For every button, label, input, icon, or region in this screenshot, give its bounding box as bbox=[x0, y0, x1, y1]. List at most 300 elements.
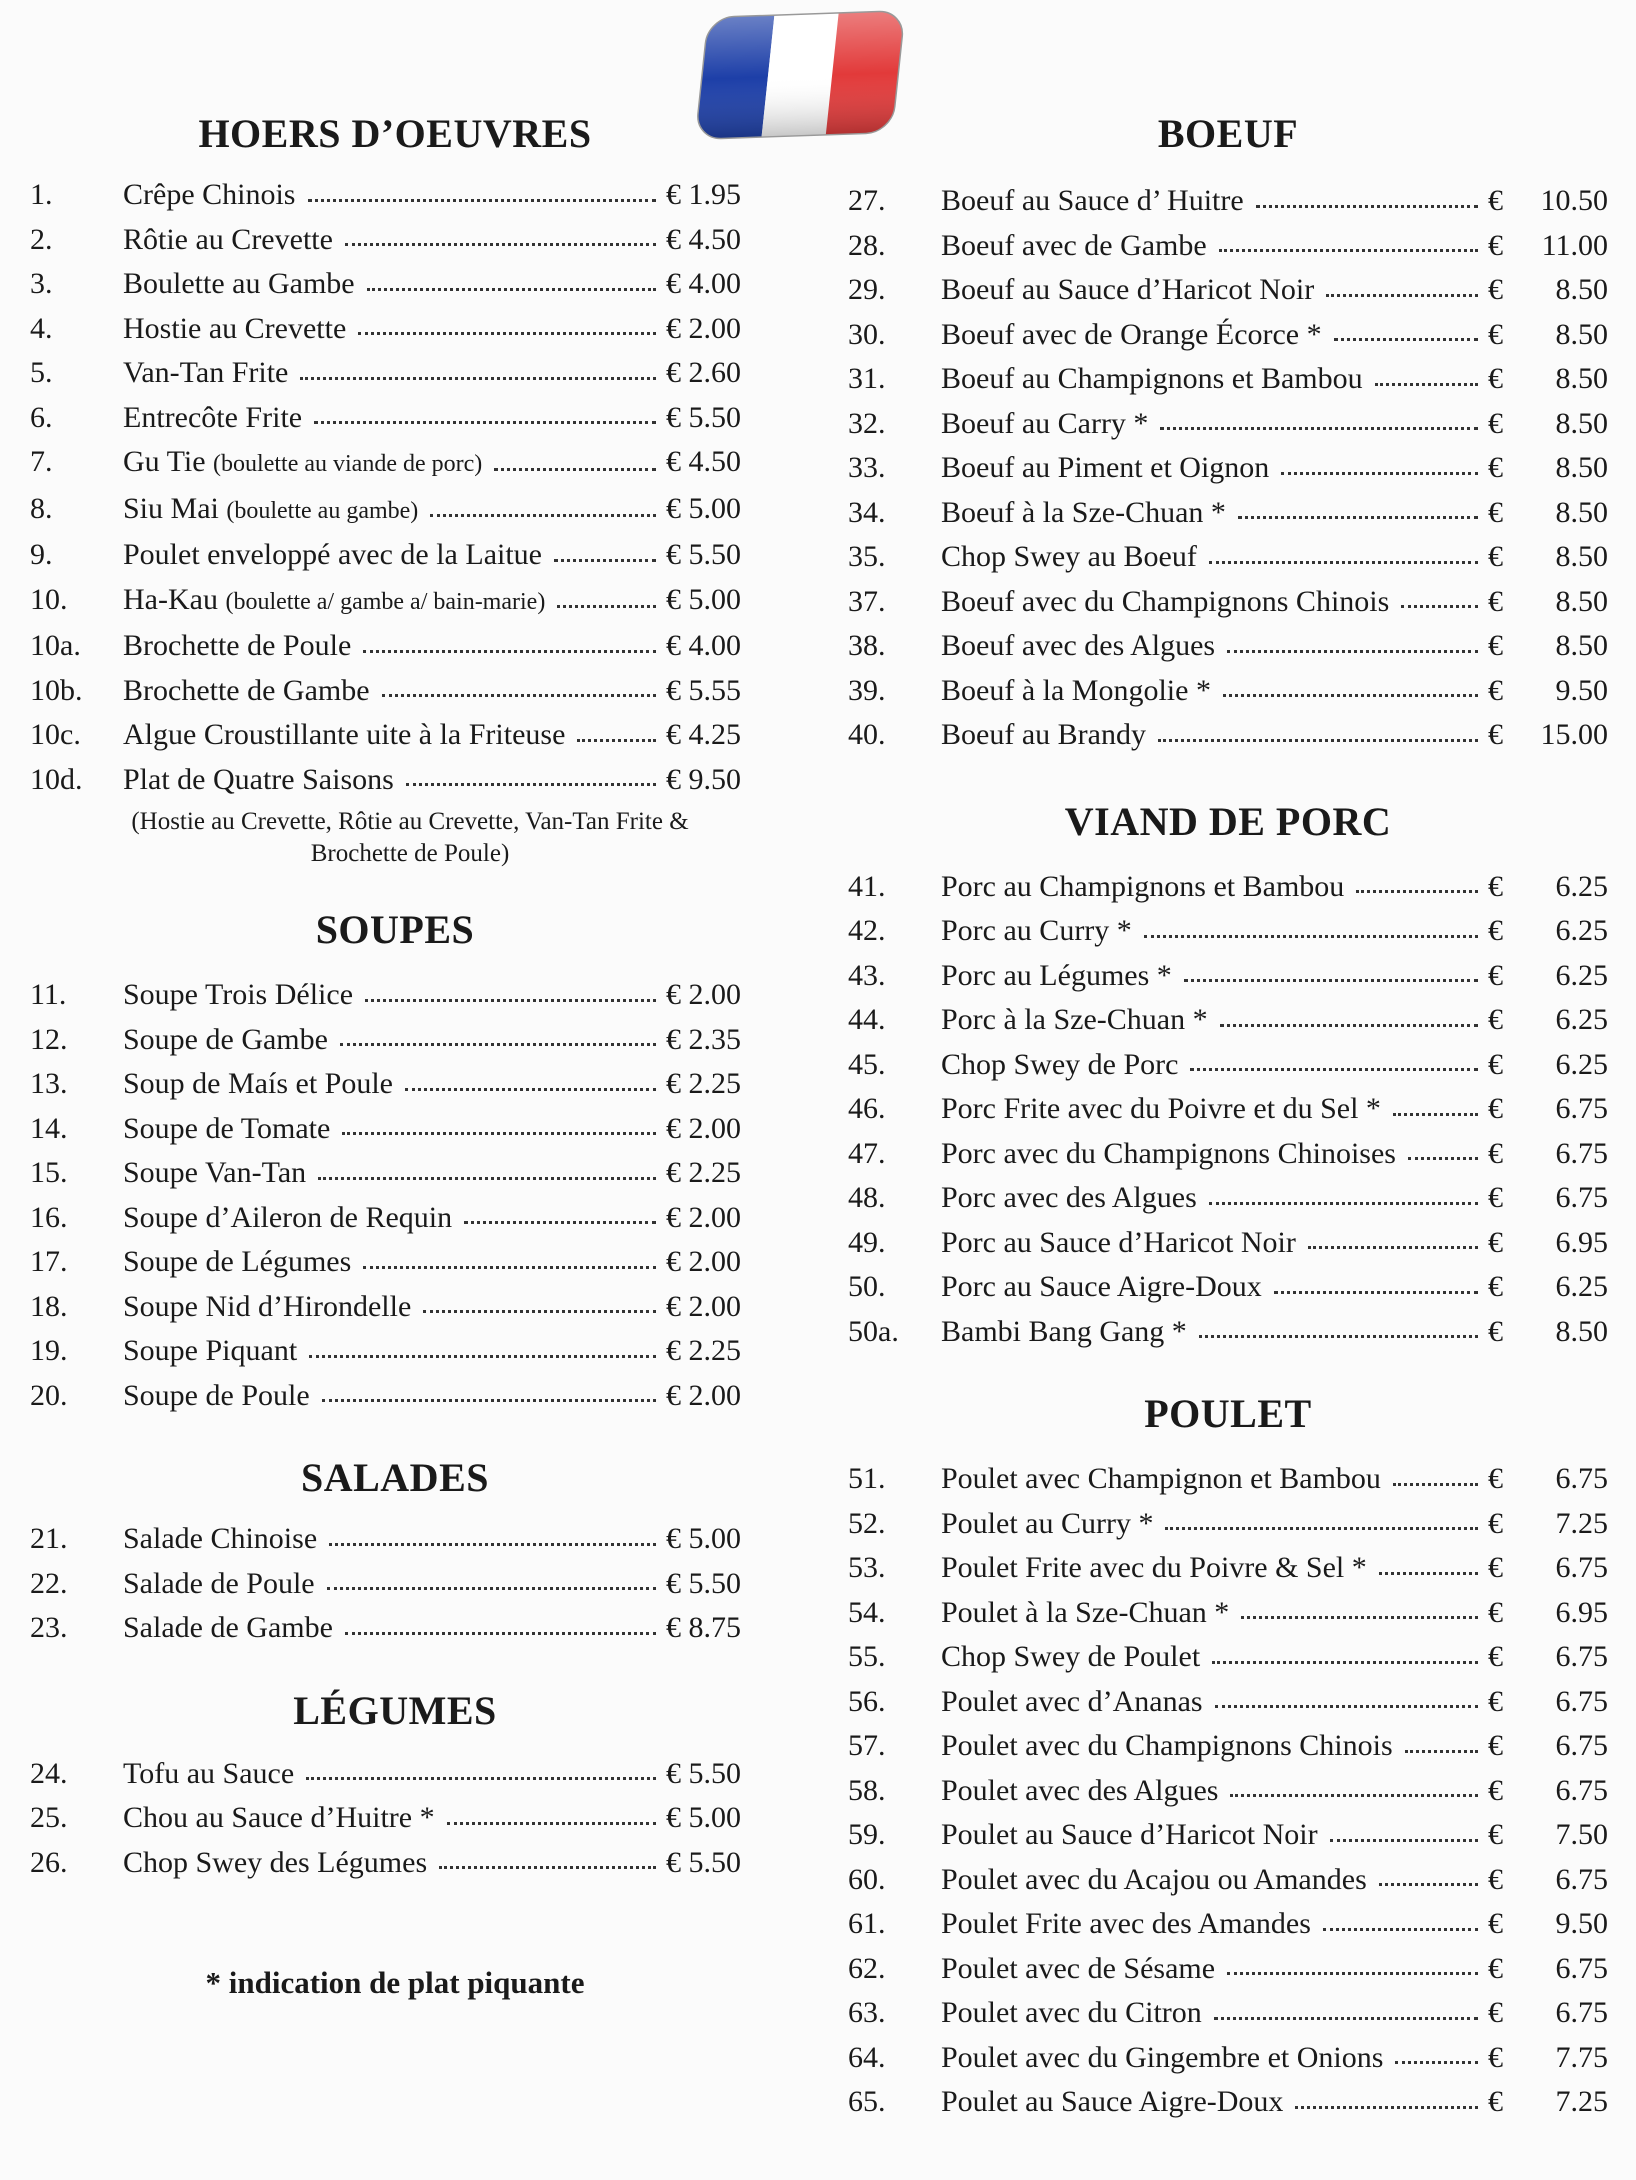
menu-item-price: € 2.00 bbox=[666, 978, 741, 1011]
menu-item-price: € 2.00 bbox=[666, 1289, 741, 1323]
menu-item-name bbox=[941, 491, 1234, 536]
menu-item-price: 6.75 bbox=[1555, 1684, 1608, 1718]
menu-item-name-text: Chop Swey de Porc bbox=[941, 1047, 1179, 1081]
menu-item-name-text: Poulet avec du Champignons Chinois bbox=[941, 1729, 1393, 1762]
menu-item-price: 8.50 bbox=[1555, 495, 1608, 529]
menu-item-name bbox=[941, 1310, 1195, 1355]
menu-item bbox=[30, 1796, 760, 1841]
menu-item-price: 6.95 bbox=[1555, 1225, 1608, 1259]
menu-item bbox=[30, 973, 760, 1018]
menu-item-price: 6.25 bbox=[1555, 869, 1608, 903]
menu-item-number: 37. bbox=[848, 584, 886, 618]
menu-item-price: 6.75 bbox=[1555, 1136, 1608, 1170]
menu-item-name-text: Salade Chinoise bbox=[123, 1522, 318, 1555]
dot-leader bbox=[1395, 2041, 1478, 2064]
menu-item bbox=[30, 1374, 760, 1419]
menu-item bbox=[848, 1724, 1608, 1769]
dot-leader bbox=[1220, 1004, 1478, 1027]
menu-item bbox=[30, 1752, 760, 1797]
dot-leader bbox=[1334, 318, 1478, 341]
menu-item-currency: € bbox=[1488, 2040, 1503, 2074]
menu-item-name bbox=[941, 954, 1180, 999]
dot-leader bbox=[1308, 1226, 1478, 1249]
menu-item-currency: € bbox=[1488, 317, 1503, 351]
menu-item-name-text: Soupe Trois Délice bbox=[123, 978, 354, 1011]
menu-item-price: 6.75 bbox=[1555, 1729, 1608, 1762]
menu-item-price: € 5.00 bbox=[666, 491, 741, 525]
menu-item-number: 25. bbox=[30, 1801, 68, 1834]
menu-item-price: € 5.50 bbox=[666, 538, 741, 571]
menu-item bbox=[30, 1285, 760, 1330]
dot-leader bbox=[1241, 1596, 1478, 1619]
right-column bbox=[848, 110, 1608, 2125]
menu-item-price: 6.75 bbox=[1555, 1181, 1608, 1214]
menu-item-price: 6.75 bbox=[1555, 1092, 1608, 1125]
menu-item-currency: € bbox=[1488, 1225, 1503, 1259]
menu-item-number: 21. bbox=[30, 1522, 68, 1555]
menu-item-name bbox=[941, 1724, 1401, 1769]
menu-item-name-text: Soupe de Légumes bbox=[123, 1245, 352, 1278]
dot-leader bbox=[322, 1379, 656, 1402]
dot-leader bbox=[358, 312, 656, 335]
menu-item-name bbox=[941, 179, 1252, 224]
dot-leader bbox=[577, 719, 656, 742]
dot-leader bbox=[405, 1068, 656, 1091]
menu-item-price: € 2.60 bbox=[666, 356, 741, 389]
menu-item-name bbox=[941, 624, 1223, 669]
menu-item-number: 31. bbox=[848, 362, 886, 395]
menu-item-name-text: Poulet avec de Sésame bbox=[941, 1951, 1216, 1985]
menu-item-number: 59. bbox=[848, 1818, 886, 1851]
menu-item-name-text: Soupe de Gambe bbox=[123, 1022, 328, 1056]
menu-item-description: (boulette au viande de porc) bbox=[213, 451, 483, 477]
dot-leader bbox=[1184, 959, 1478, 982]
menu-item-price: 6.75 bbox=[1555, 1640, 1608, 1673]
menu-item-currency: € bbox=[1488, 1729, 1503, 1762]
menu-item-price: 8.50 bbox=[1555, 629, 1608, 662]
menu-item-name-text: Ha-Kau bbox=[123, 582, 218, 616]
menu-item bbox=[848, 1947, 1608, 1992]
menu-item bbox=[30, 713, 760, 758]
menu-item-name bbox=[941, 1680, 1211, 1725]
menu-item-name bbox=[123, 307, 354, 352]
menu-item bbox=[30, 1196, 760, 1241]
menu-item-price: 7.25 bbox=[1555, 1506, 1608, 1540]
menu-item-name-text: Boeuf avec des Algues bbox=[941, 629, 1216, 662]
menu-item-name-text: Poulet Frite avec des Amandes bbox=[941, 1907, 1311, 1940]
menu-item-name-text: Poulet enveloppé avec de la Laitue bbox=[123, 538, 542, 571]
menu-item-price: 6.95 bbox=[1555, 1595, 1608, 1629]
menu-item-name bbox=[941, 1176, 1205, 1221]
menu-item-name-text: Chou au Sauce d’Huitre * bbox=[123, 1801, 435, 1834]
menu-item bbox=[30, 669, 760, 714]
menu-item-name-text: Soupe d’Aileron de Requin bbox=[123, 1200, 453, 1234]
menu-item-price: € 2.35 bbox=[666, 1022, 741, 1056]
dot-leader bbox=[1238, 496, 1478, 519]
menu-item-name bbox=[941, 224, 1215, 269]
menu-item bbox=[30, 1240, 760, 1285]
menu-item bbox=[848, 2036, 1608, 2081]
menu-item-name bbox=[941, 1457, 1389, 1502]
dot-leader bbox=[340, 1023, 656, 1046]
menu-item-currency: € bbox=[1488, 1270, 1503, 1303]
menu-item-number: 20. bbox=[30, 1378, 68, 1412]
menu-item-number: 35. bbox=[848, 540, 886, 573]
dot-leader bbox=[1393, 1463, 1478, 1486]
menu-item-currency: € bbox=[1488, 540, 1503, 573]
menu-item-number: 13. bbox=[30, 1067, 68, 1100]
menu-item-name bbox=[123, 578, 553, 625]
dot-leader bbox=[406, 763, 656, 786]
menu-item-name bbox=[123, 669, 378, 714]
menu-item-name-text: Poulet à la Sze-Chuan * bbox=[941, 1595, 1230, 1629]
menu-item-number: 40. bbox=[848, 718, 886, 751]
menu-item-price: 8.50 bbox=[1555, 584, 1608, 618]
menu-item-price: € 2.00 bbox=[666, 1378, 741, 1412]
menu-item bbox=[848, 1265, 1608, 1310]
menu-item-name bbox=[123, 173, 304, 218]
menu-item-price: € 5.55 bbox=[666, 673, 741, 707]
menu-item-name bbox=[123, 1562, 323, 1607]
menu-item-number: 10a. bbox=[30, 629, 81, 662]
dot-leader bbox=[1223, 674, 1478, 697]
section-title-soupes: SOUPES bbox=[315, 907, 475, 952]
dot-leader bbox=[363, 630, 656, 653]
menu-item-name bbox=[123, 1107, 338, 1152]
menu-item-name bbox=[941, 1991, 1210, 2036]
menu-item bbox=[848, 909, 1608, 954]
menu-item-name-text: Boeuf avec du Champignons Chinois bbox=[941, 584, 1390, 618]
menu-item-name-text: Porc avec du Champignons Chinoises bbox=[941, 1136, 1396, 1170]
menu-item-name bbox=[941, 865, 1352, 910]
menu-item-name-text: Poulet avec du Citron bbox=[941, 1996, 1202, 2029]
menu-item-price: € 2.00 bbox=[666, 1200, 741, 1234]
menu-list-poulet bbox=[848, 1457, 1608, 2125]
menu-item-name-text: Soupe Van-Tan bbox=[123, 1156, 307, 1189]
menu-item-name bbox=[941, 1043, 1186, 1088]
menu-item-number: 50. bbox=[848, 1270, 886, 1303]
section-title-boeuf: BOEUF bbox=[1157, 111, 1299, 156]
menu-item-number: 61. bbox=[848, 1907, 886, 1940]
menu-item-name-text: Entrecôte Frite bbox=[123, 400, 303, 434]
menu-item-name bbox=[123, 1062, 401, 1107]
menu-item-currency: € bbox=[1488, 718, 1503, 751]
menu-item-number: 50a. bbox=[848, 1314, 899, 1348]
menu-item bbox=[30, 262, 760, 307]
dot-leader bbox=[1199, 1315, 1478, 1338]
dot-leader bbox=[439, 1846, 656, 1869]
menu-item-currency: € bbox=[1488, 228, 1503, 262]
menu-item-name-text: Boeuf avec de Orange Écorce * bbox=[941, 317, 1322, 351]
menu-item-number: 42. bbox=[848, 914, 886, 947]
dot-leader bbox=[1209, 541, 1478, 564]
menu-item-number: 26. bbox=[30, 1845, 68, 1879]
menu-item-name bbox=[941, 1265, 1270, 1310]
menu-item-name-text: Porc au Curry * bbox=[941, 914, 1132, 947]
menu-item-price: € 9.50 bbox=[666, 762, 741, 796]
menu-item-number: 62. bbox=[848, 1951, 886, 1985]
menu-item-name bbox=[123, 1018, 336, 1063]
menu-item-number: 10. bbox=[30, 582, 68, 616]
menu-item-number: 23. bbox=[30, 1611, 68, 1644]
menu-item bbox=[848, 1176, 1608, 1221]
menu-item-price: 9.50 bbox=[1555, 1907, 1608, 1940]
menu-item-currency: € bbox=[1488, 451, 1503, 484]
menu-item-price: 7.25 bbox=[1555, 2085, 1608, 2118]
menu-item-name-text: Plat de Quatre Saisons bbox=[123, 762, 394, 796]
menu-item-currency: € bbox=[1488, 1907, 1503, 1940]
menu-item-price: € 4.50 bbox=[666, 445, 741, 478]
menu-item-price: 9.50 bbox=[1555, 673, 1608, 707]
menu-item-name bbox=[941, 357, 1371, 402]
dot-leader bbox=[345, 223, 656, 246]
dot-leader bbox=[327, 1567, 656, 1590]
dot-leader bbox=[1144, 915, 1478, 938]
dot-leader bbox=[342, 1112, 656, 1135]
menu-item-price: 7.75 bbox=[1555, 2040, 1608, 2074]
menu-list-porc bbox=[848, 865, 1608, 1355]
menu-item-name bbox=[123, 758, 402, 803]
menu-item-name-text: Soupe de Tomate bbox=[123, 1111, 331, 1145]
menu-item-currency: € bbox=[1488, 629, 1503, 662]
menu-list-boeuf bbox=[848, 179, 1608, 758]
menu-item-name bbox=[941, 2036, 1391, 2081]
menu-item-currency: € bbox=[1488, 869, 1503, 903]
dot-leader bbox=[1326, 274, 1478, 297]
dot-leader bbox=[365, 979, 656, 1002]
dot-leader bbox=[363, 1246, 656, 1269]
menu-item-price: € 5.50 bbox=[666, 400, 741, 434]
section-title-viand-de-porc: VIAND DE PORC bbox=[1064, 798, 1392, 844]
menu-list-salades bbox=[30, 1517, 760, 1651]
menu-item bbox=[848, 1635, 1608, 1680]
menu-item-name bbox=[941, 669, 1219, 714]
menu-item bbox=[848, 1457, 1608, 1502]
section-footnote-quatre-saisons: (Hostie au Crevette, Rôtie au Crevette, Van-Tan Frite & Brochette de Poule) bbox=[131, 808, 689, 867]
dot-leader bbox=[1209, 1182, 1478, 1205]
menu-item-name-text: Soupe Piquant bbox=[123, 1334, 298, 1367]
menu-item-currency: € bbox=[1488, 1314, 1503, 1348]
menu-item-name bbox=[123, 1196, 460, 1241]
menu-item bbox=[848, 713, 1608, 758]
menu-item-number: 39. bbox=[848, 673, 886, 707]
menu-item-currency: € bbox=[1488, 1092, 1503, 1125]
menu-item-number: 19. bbox=[30, 1334, 68, 1367]
menu-item-number: 11. bbox=[30, 978, 67, 1011]
menu-item-number: 10c. bbox=[30, 718, 81, 751]
menu-item-name bbox=[941, 402, 1156, 447]
menu-item-price: € 4.00 bbox=[666, 267, 741, 300]
menu-item-currency: € bbox=[1488, 273, 1503, 306]
menu-item-name bbox=[941, 909, 1140, 954]
menu-item-price: € 2.25 bbox=[666, 1334, 741, 1367]
menu-item-price: 8.50 bbox=[1555, 273, 1608, 306]
menu-item bbox=[30, 1329, 760, 1374]
menu-item-name bbox=[123, 487, 426, 534]
menu-item bbox=[848, 1769, 1608, 1814]
menu-item-name bbox=[941, 1769, 1226, 1814]
menu-item-number: 29. bbox=[848, 273, 886, 306]
menu-item bbox=[848, 1132, 1608, 1177]
menu-item bbox=[30, 533, 760, 578]
menu-item bbox=[848, 313, 1608, 358]
menu-item bbox=[848, 1310, 1608, 1355]
menu-item-currency: € bbox=[1488, 914, 1503, 947]
menu-item-name bbox=[941, 998, 1216, 1043]
menu-item-price: € 5.50 bbox=[666, 1566, 741, 1600]
menu-item-name-text: Boeuf au Brandy bbox=[941, 718, 1146, 751]
menu-item-currency: € bbox=[1488, 362, 1503, 395]
menu-item bbox=[30, 1517, 760, 1562]
menu-item-name-text: Siu Mai bbox=[123, 491, 219, 525]
menu-item-currency: € bbox=[1488, 406, 1503, 440]
menu-item bbox=[848, 669, 1608, 714]
menu-item-name bbox=[123, 533, 550, 578]
menu-item-currency: € bbox=[1488, 495, 1503, 529]
menu-item-price: € 4.50 bbox=[666, 222, 741, 256]
dot-leader bbox=[1295, 2086, 1478, 2109]
menu-item-name-text: Salade de Poule bbox=[123, 1566, 315, 1600]
dot-leader bbox=[1190, 1048, 1478, 1071]
section-title-salades: SALADES bbox=[300, 1455, 489, 1500]
menu-item-name bbox=[941, 1087, 1389, 1132]
menu-item-number: 12. bbox=[30, 1022, 68, 1056]
section-title-legumes: LÉGUMES bbox=[293, 1687, 497, 1733]
menu-item bbox=[30, 1562, 760, 1607]
menu-item-price: € 5.00 bbox=[666, 1522, 741, 1555]
menu-item-price: 6.25 bbox=[1555, 1270, 1608, 1303]
menu-item-number: 1. bbox=[30, 178, 53, 211]
menu-item-name-text: Soupe de Poule bbox=[123, 1378, 310, 1412]
menu-item-number: 9. bbox=[30, 538, 53, 571]
menu-item bbox=[30, 1062, 760, 1107]
menu-item-currency: € bbox=[1488, 1684, 1503, 1718]
menu-item-number: 58. bbox=[848, 1773, 886, 1807]
menu-item bbox=[848, 1043, 1608, 1088]
menu-item-number: 4. bbox=[30, 311, 53, 345]
menu-item-name-text: Poulet avec du Acajou ou Amandes bbox=[941, 1862, 1367, 1896]
menu-item-currency: € bbox=[1488, 584, 1503, 618]
menu-item-currency: € bbox=[1488, 1181, 1503, 1214]
dot-leader bbox=[329, 1523, 656, 1546]
menu-item-name-text: Boeuf à la Sze-Chuan * bbox=[941, 495, 1226, 529]
menu-item-price: € 2.00 bbox=[666, 311, 741, 345]
menu-item-name-text: Poulet avec d’Ananas bbox=[941, 1684, 1203, 1718]
menu-item-number: 14. bbox=[30, 1111, 68, 1145]
section-title-hors-doeuvres: HOERS D’OEUVRES bbox=[198, 111, 592, 156]
menu-item-name-text: Boeuf avec de Gambe bbox=[941, 228, 1207, 262]
menu-item-price: 8.50 bbox=[1555, 362, 1608, 395]
dot-leader bbox=[309, 1335, 656, 1358]
menu-item-number: 2. bbox=[30, 222, 53, 256]
menu-item-number: 8. bbox=[30, 491, 53, 525]
menu-item-name-text: Porc à la Sze-Chuan * bbox=[941, 1003, 1208, 1036]
dot-leader bbox=[382, 674, 656, 697]
menu-item-number: 34. bbox=[848, 495, 886, 529]
menu-item-name bbox=[941, 1858, 1375, 1903]
menu-item-name bbox=[123, 624, 359, 669]
menu-item-price: 6.75 bbox=[1555, 1462, 1608, 1495]
menu-item-name bbox=[123, 1752, 302, 1797]
dot-leader bbox=[1165, 1507, 1478, 1530]
dot-leader bbox=[1158, 719, 1478, 742]
menu-item-price: 11.00 bbox=[1541, 228, 1608, 262]
dot-leader bbox=[300, 357, 656, 380]
menu-item-price: 6.75 bbox=[1555, 1996, 1608, 2029]
menu-item-name bbox=[123, 713, 573, 758]
menu-item-name bbox=[123, 218, 341, 263]
dot-leader bbox=[306, 1757, 656, 1780]
menu-item-name bbox=[941, 313, 1330, 358]
menu-item-name bbox=[123, 1517, 325, 1562]
menu-item-name bbox=[123, 1285, 419, 1330]
menu-item-name-text: Porc avec des Algues bbox=[941, 1181, 1197, 1214]
menu-item-name-text: Soupe Nid d’Hirondelle bbox=[123, 1289, 412, 1323]
menu-item-number: 46. bbox=[848, 1092, 886, 1125]
menu-item-name-text: Boeuf au Sauce d’ Huitre bbox=[941, 184, 1244, 217]
menu-item bbox=[848, 179, 1608, 224]
menu-item-price: 15.00 bbox=[1540, 718, 1608, 751]
menu-item bbox=[30, 578, 760, 625]
menu-item-name-text: Poulet au Sauce d’Haricot Noir bbox=[941, 1818, 1318, 1851]
menu-item-number: 41. bbox=[848, 869, 886, 903]
dot-leader bbox=[447, 1802, 656, 1825]
menu-item-number: 28. bbox=[848, 228, 886, 262]
menu-item-name bbox=[123, 1606, 341, 1651]
menu-item-name bbox=[123, 1374, 318, 1419]
menu-item-price: 6.75 bbox=[1555, 1551, 1608, 1584]
menu-item-number: 5. bbox=[30, 356, 53, 389]
dot-leader bbox=[1330, 1819, 1478, 1842]
menu-item-name-text: Poulet au Curry * bbox=[941, 1506, 1154, 1540]
menu-item-name-text: Porc au Champignons et Bambou bbox=[941, 869, 1345, 903]
menu-item-currency: € bbox=[1488, 1818, 1503, 1851]
menu-item-number: 22. bbox=[30, 1566, 68, 1600]
menu-item-name-text: Porc au Légumes * bbox=[941, 958, 1172, 992]
menu-item-number: 30. bbox=[848, 317, 886, 351]
menu-item-name bbox=[941, 1635, 1208, 1680]
menu-item-name bbox=[941, 535, 1205, 580]
dot-leader bbox=[1227, 630, 1478, 653]
menu-item-number: 33. bbox=[848, 451, 886, 484]
menu-item-price: € 5.50 bbox=[666, 1845, 741, 1879]
menu-item-name bbox=[941, 1546, 1375, 1591]
menu-item-name-text: Gu Tie bbox=[123, 445, 206, 478]
dot-leader bbox=[1393, 1093, 1478, 1116]
menu-item-currency: € bbox=[1488, 1003, 1503, 1036]
menu-item-price: 10.50 bbox=[1540, 184, 1608, 217]
menu-item-price: € 2.00 bbox=[666, 1245, 741, 1278]
menu-item bbox=[30, 173, 760, 218]
menu-item-name-text: Boeuf à la Mongolie * bbox=[941, 673, 1211, 707]
menu-item-number: 49. bbox=[848, 1225, 886, 1259]
menu-item-name bbox=[123, 1841, 435, 1886]
menu-list-soupes bbox=[30, 973, 760, 1418]
menu-item bbox=[848, 224, 1608, 269]
menu-item bbox=[848, 446, 1608, 491]
menu-item-number: 32. bbox=[848, 406, 886, 440]
menu-item-number: 38. bbox=[848, 629, 886, 662]
dot-leader bbox=[1212, 1641, 1478, 1664]
menu-item-price: 8.50 bbox=[1555, 451, 1608, 484]
menu-item-number: 45. bbox=[848, 1047, 886, 1081]
dot-leader bbox=[1281, 452, 1478, 475]
dot-leader bbox=[557, 585, 656, 608]
menu-list-legumes bbox=[30, 1752, 760, 1886]
menu-item bbox=[30, 396, 760, 441]
menu-item-number: 51. bbox=[848, 1462, 886, 1495]
dot-leader bbox=[430, 494, 656, 517]
